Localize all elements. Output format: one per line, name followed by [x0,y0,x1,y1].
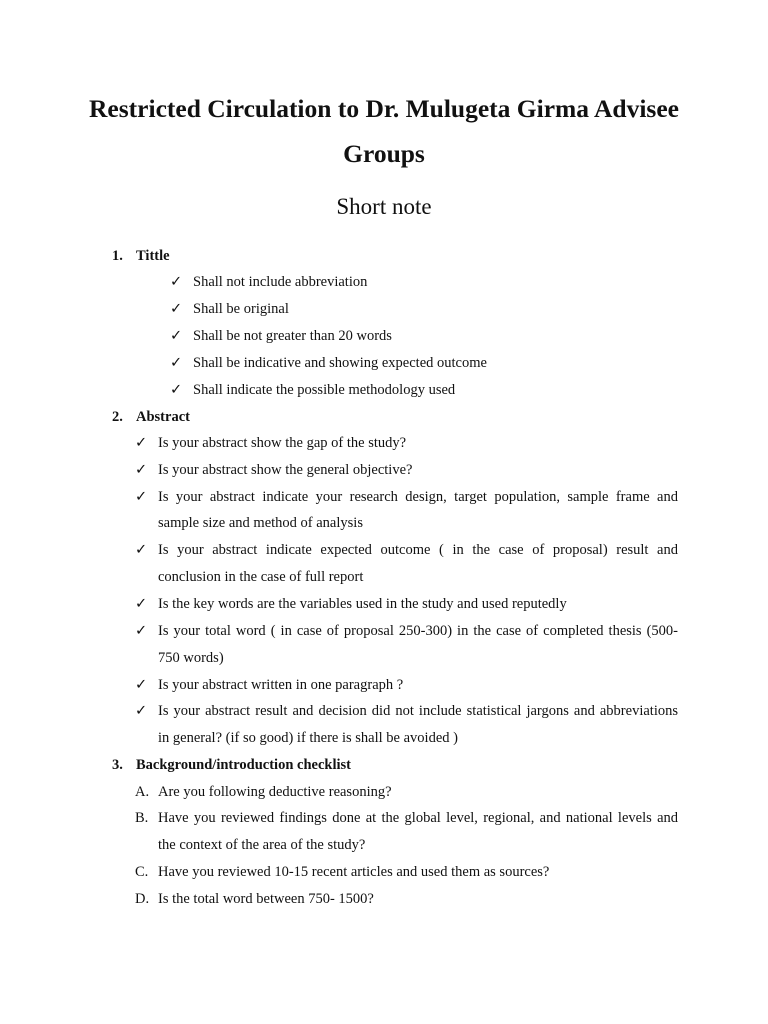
section-3-heading: Background/introduction checklist [136,757,351,773]
list-item: Is the key words are the variables used in the study and used reputedly [158,596,567,612]
list-item-continuation: the context of the area of the study? [158,837,366,853]
checkmark-icon: ✓ [170,382,183,398]
checkmark-icon: ✓ [170,301,183,317]
checkmark-icon: ✓ [135,435,148,451]
checkmark-icon: ✓ [135,462,148,478]
checkmark-icon: ✓ [135,703,148,719]
list-item: Shall indicate the possible methodology used [193,382,456,398]
checkmark-icon: ✓ [170,355,183,371]
checkmark-icon: ✓ [135,677,148,693]
checkmark-icon: ✓ [135,489,148,505]
list-item: Is your abstract show the gap of the study? [158,435,407,451]
list-item: Have you reviewed findings done at the global level, regional, and national levels and [158,810,678,826]
list-item: Are you following deductive reasoning? [158,784,392,800]
list-item-continuation: conclusion in the case of full report [158,569,364,585]
checkmark-icon: ✓ [170,328,183,344]
section-1-number: 1. [112,248,123,264]
list-item-continuation: 750 words) [158,650,224,666]
list-item: Is your abstract indicate your research design, target population, sample frame and [158,489,678,505]
item-letter: D. [135,891,150,907]
document-title-line2: Groups [343,139,425,168]
item-letter: A. [135,784,150,800]
checkmark-icon: ✓ [170,274,183,290]
list-item: Is your abstract written in one paragraph ? [158,677,404,693]
checkmark-icon: ✓ [135,542,148,558]
list-item: Is your abstract result and decision did not include statistical jargons and abbreviations [158,703,678,719]
section-3-number: 3. [112,757,123,773]
list-item-continuation: in general? (if so good) if there is shall be avoided ) [158,730,458,746]
list-item-continuation: sample size and method of analysis [158,515,363,531]
document-subtitle: Short note [336,194,432,219]
list-item: Have you reviewed 10-15 recent articles and used them as sources? [158,864,550,880]
list-item: Shall not include abbreviation [193,274,368,290]
list-item: Shall be original [193,301,289,317]
checkmark-icon: ✓ [135,596,148,612]
list-item: Is your abstract indicate expected outcome ( in the case of proposal) result and [158,542,678,558]
section-1-heading: Tittle [136,248,170,264]
checkmark-icon: ✓ [135,623,148,639]
list-item: Is the total word between 750- 1500? [158,891,374,907]
section-2-heading: Abstract [136,409,190,425]
list-item: Shall be indicative and showing expected outcome [193,355,487,371]
document-title-line1: Restricted Circulation to Dr. Mulugeta Girma Advisee [89,94,679,123]
list-item: Is your abstract show the general objective? [158,462,413,478]
item-letter: C. [135,864,149,880]
item-letter: B. [135,810,149,826]
section-2-number: 2. [112,409,123,425]
list-item: Is your total word ( in case of proposal 250-300) in the case of completed thesis (500- [158,623,678,639]
list-item: Shall be not greater than 20 words [193,328,392,344]
